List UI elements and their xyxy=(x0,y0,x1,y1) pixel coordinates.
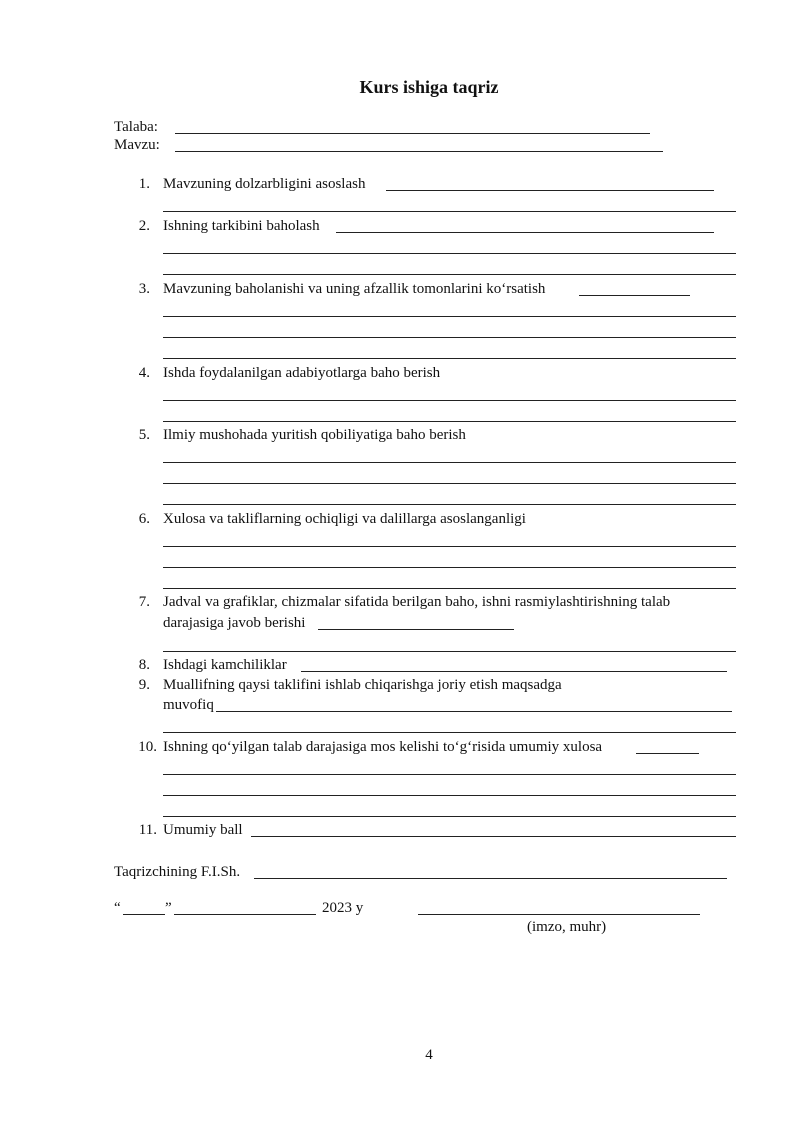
topic-label: Mavzu: xyxy=(114,137,160,153)
item-8-field[interactable] xyxy=(301,671,727,672)
reviewer-label: Taqrizchining F.I.Sh. xyxy=(114,864,241,880)
student-field[interactable] xyxy=(175,133,650,134)
year-label: 2023 y xyxy=(322,900,364,916)
item-3-label: Mavzuning baholanishi va uning afzallik tomonlarini ko‘rsatish xyxy=(163,281,546,297)
item-1-line[interactable] xyxy=(163,211,736,212)
item-9-field[interactable] xyxy=(216,711,732,712)
date-open-quote: “ xyxy=(114,900,121,916)
item-1-number: 1. xyxy=(138,176,150,192)
item-7-line[interactable] xyxy=(163,651,736,652)
item-6-number: 6. xyxy=(138,511,150,527)
page-title: Kurs ishiga taqriz xyxy=(359,77,499,97)
date-month-field[interactable] xyxy=(174,914,316,915)
item-4-line[interactable] xyxy=(163,400,736,401)
item-11-number: 11. xyxy=(138,822,157,838)
item-9-label: Muallifning qaysi taklifini ishlab chiqarishga joriy etish maqsadga xyxy=(163,677,562,693)
signature-caption: (imzo, muhr) xyxy=(527,919,607,935)
item-7-label-cont: darajasiga javob berishi xyxy=(163,615,306,631)
item-7-field[interactable] xyxy=(318,629,514,630)
item-6-line[interactable] xyxy=(163,588,736,589)
item-3-line[interactable] xyxy=(163,337,736,338)
item-9-line[interactable] xyxy=(163,732,736,733)
reviewer-field[interactable] xyxy=(254,878,727,879)
item-2-field[interactable] xyxy=(336,232,714,233)
item-1-label: Mavzuning dolzarbligini asoslash xyxy=(163,176,366,192)
item-7-label: Jadval va grafiklar, chizmalar sifatida berilgan baho, ishni rasmiylashtirishning talab xyxy=(163,594,671,610)
item-11-field[interactable] xyxy=(251,836,736,837)
item-10-number: 10. xyxy=(138,739,157,755)
item-4-label: Ishda foydalanilgan adabiyotlarga baho berish xyxy=(163,365,441,381)
item-3-field[interactable] xyxy=(579,295,690,296)
page-number: 4 xyxy=(425,1047,433,1063)
date-day-field[interactable] xyxy=(123,914,165,915)
item-5-line[interactable] xyxy=(163,462,736,463)
item-10-line[interactable] xyxy=(163,774,736,775)
item-8-label: Ishdagi kamchiliklar xyxy=(163,657,287,673)
item-5-label: Ilmiy mushohada yuritish qobiliyatiga baho berish xyxy=(163,427,466,443)
item-2-line[interactable] xyxy=(163,274,736,275)
item-10-line[interactable] xyxy=(163,795,736,796)
item-5-line[interactable] xyxy=(163,483,736,484)
item-10-label: Ishning qo‘yilgan talab darajasiga mos kelishi to‘g‘risida umumiy xulosa xyxy=(163,739,603,755)
item-3-number: 3. xyxy=(138,281,150,297)
item-5-number: 5. xyxy=(138,427,150,443)
item-4-line[interactable] xyxy=(163,421,736,422)
item-6-line[interactable] xyxy=(163,567,736,568)
signature-field[interactable] xyxy=(418,914,700,915)
item-9-label-cont: muvofiq xyxy=(163,697,214,713)
item-3-line[interactable] xyxy=(163,316,736,317)
item-10-line[interactable] xyxy=(163,816,736,817)
item-9-number: 9. xyxy=(138,677,150,693)
date-close-quote: ” xyxy=(165,900,172,916)
item-8-number: 8. xyxy=(138,657,150,673)
item-6-line[interactable] xyxy=(163,546,736,547)
item-7-number: 7. xyxy=(138,594,150,610)
item-10-field[interactable] xyxy=(636,753,699,754)
item-3-line[interactable] xyxy=(163,358,736,359)
item-1-field[interactable] xyxy=(386,190,714,191)
item-2-line[interactable] xyxy=(163,253,736,254)
item-4-number: 4. xyxy=(138,365,150,381)
item-5-line[interactable] xyxy=(163,504,736,505)
item-2-label: Ishning tarkibini baholash xyxy=(163,218,320,234)
item-6-label: Xulosa va takliflarning ochiqligi va dalillarga asoslanganligi xyxy=(163,511,526,527)
item-2-number: 2. xyxy=(138,218,150,234)
item-11-label: Umumiy ball xyxy=(163,822,243,838)
topic-field[interactable] xyxy=(175,151,663,152)
student-label: Talaba: xyxy=(114,119,158,135)
